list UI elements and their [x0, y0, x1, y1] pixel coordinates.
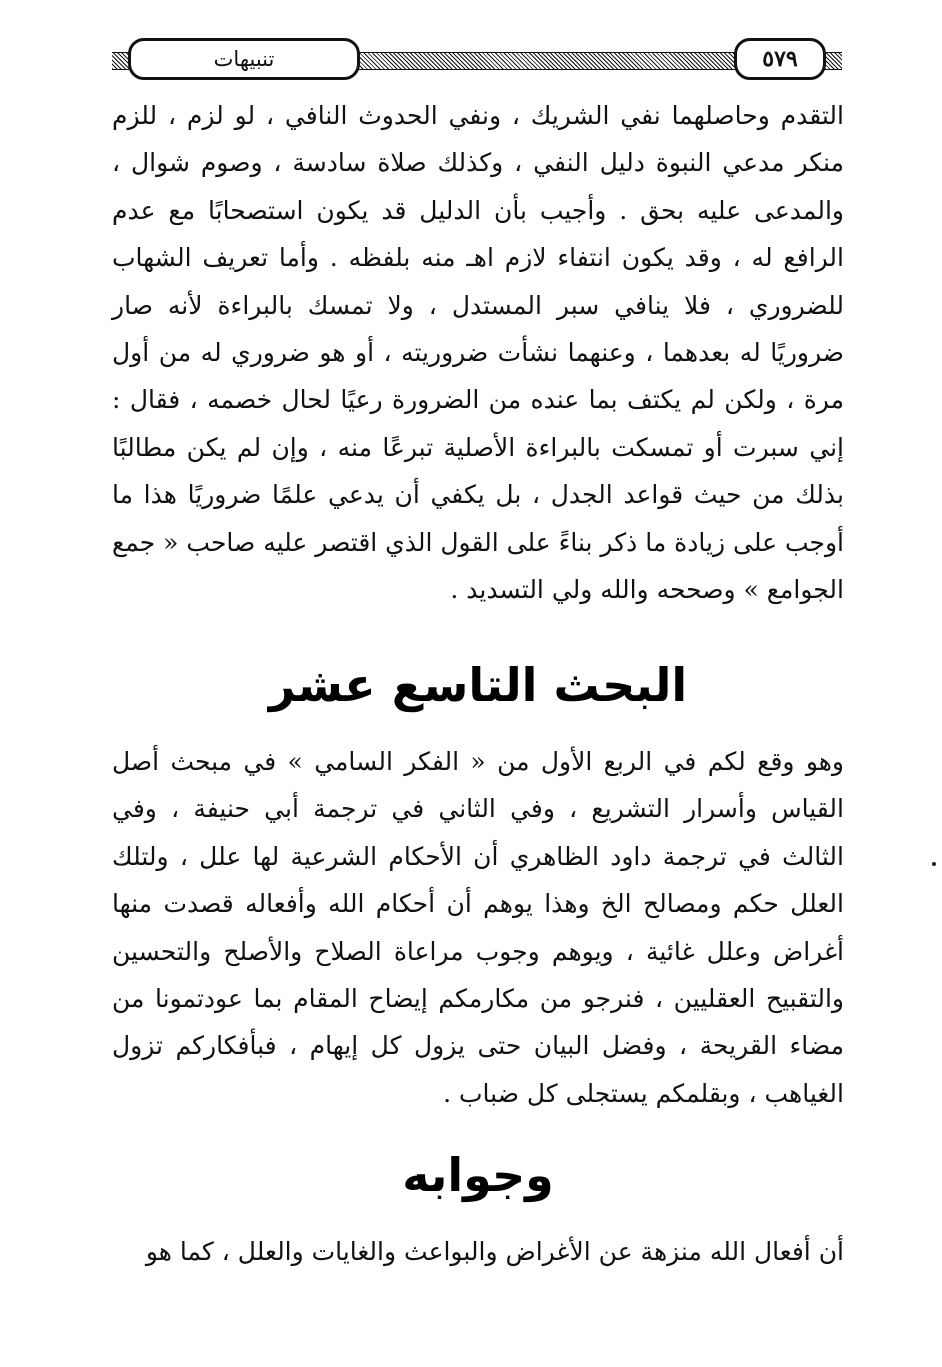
page-number: ٥٧٩: [734, 38, 826, 80]
running-title: تنبيهات: [128, 38, 360, 80]
paragraph-text: وهو وقع لكم في الربع الأول من « الفكر السامي » في مبحث أصل القياس وأسرار التشريع ، وفي الثاني في ترجمة أبي حنيفة ، وفي الثالث في ترجمة داود الظاهري أن الأحكام الشرعية لها علل ، ولتلك العلل حكم ومصالح الخ وهذا يوهم أن أحكام الله وأفعاله قصدت منها أغراض وعلل غائية ، ويوهم وجوب مراعاة الصلاح والأصلح والتحسين والتقبيح العقليين ، فنرجو من مكارمكم إيضاح المقام بما عودتمونا من مضاء القريحة ، وفضل البيان حتى يزول كل إيهام ، فبأفكاركم تزول الغياهب ، وبقلمكم يستجلى كل ضباب .: [112, 747, 845, 1108]
paragraph-text: التقدم وحاصلهما نفي الشريك ، ونفي الحدوث النافي ، لو لزم ، للزم منكر مدعي النبوة دليل النفي ، وكذلك صلاة سادسة ، وصوم شوال ، والمدعى عليه بحق . وأجيب بأن الدليل قد يكون استصحابًا مع عدم الرافع له ، وقد يكون انتفاء لازم اهـ منه بلفظه . وأما تعريف الشهاب للضروري ، فلا ينافي سبر المستدل ، ولا تمسك بالبراءة لأنه صار ضروريًا له بعدهما ، وعنهما نشأت ضروريته ، أو هو ضروري له من أول مرة ، ولكن لم يكتف بما عنده من الضرورة رعيًا لحال خصمه ، فقال : إني سبرت أو تمسكت بالبراءة الأصلية تبرعًا منه ، وإن لم يكن مطالبًا بذلك من حيث قواعد الجدل ، بل يكفي أن يدعي علمًا ضروريًا هذا ما أوجب على زيادة ما ذكر بناءً على القول الذي اقتصر عليه صاحب « جمع الجوامع » وصححه والله ولي التسديد .: [112, 101, 844, 605]
margin-mark: [932, 862, 936, 866]
paragraph-text: أن أفعال الله منزهة عن الأغراض والبواعث والغايات والعلل ، كما هو: [145, 1237, 844, 1266]
answer-heading: وجوابه: [402, 1148, 554, 1202]
section-heading: البحث التاسع عشر: [268, 658, 688, 712]
paragraph-question: [112, 738, 844, 1117]
paragraph-continuation: [112, 92, 844, 613]
page-header: [112, 36, 842, 86]
paragraph-answer: [112, 1228, 844, 1275]
